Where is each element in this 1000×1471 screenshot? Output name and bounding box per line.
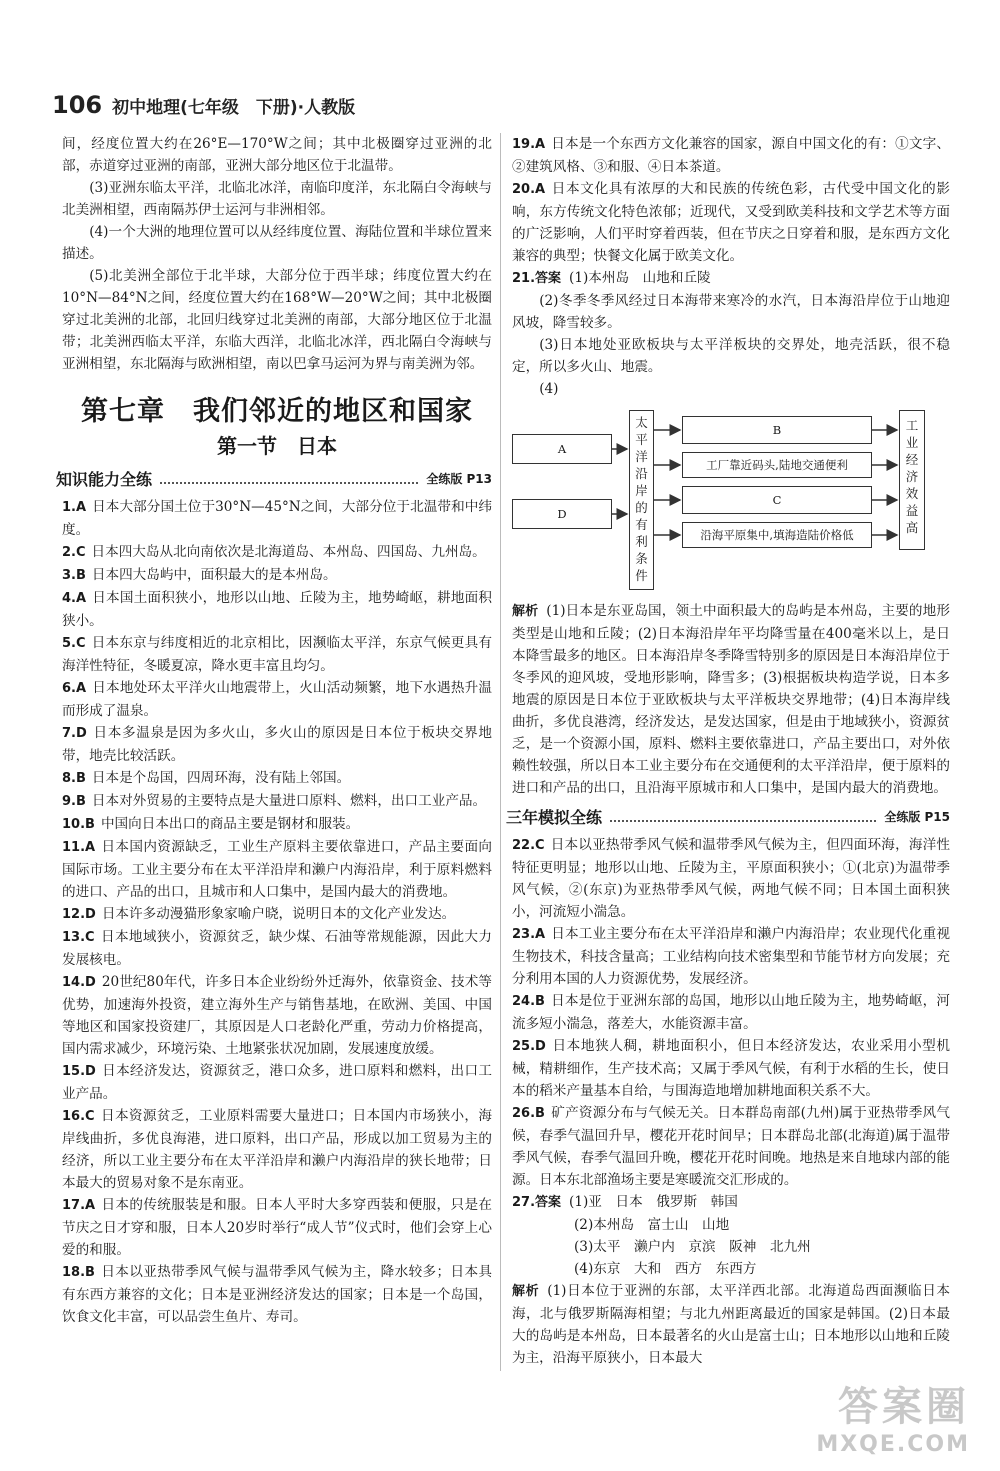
- answer-text: 日本是一个东西方文化兼容的国家，源自中国文化的有：①文字、②建筑风格、③和服、④日本茶道。: [512, 136, 950, 175]
- answer-item: [62, 836, 492, 903]
- answer-item: [62, 722, 492, 767]
- answer-number: 10.B: [62, 817, 95, 832]
- answer-number: 1.A: [62, 500, 87, 515]
- answer-list: [512, 133, 950, 267]
- right-column: [506, 133, 950, 1369]
- answer-text: 日本资源贫乏，工业原料需要大量进口；日本国内市场狭小，海岸线曲折，多优良海港，进口原料，出口产品，形成以加工贸易为主的经济，所以工业主要分布在太平洋沿岸和濑户内海沿岸的狭长地带；日本最大的贸易对象不是东南亚。: [62, 1108, 492, 1191]
- answer-text: 日本东京与纬度相近的北京相比，因濒临太平洋，东京气候更具有海洋性特征，冬暖夏凉，降水更丰富且均匀。: [62, 635, 492, 674]
- box-line2: 沿海平原集中,填海造陆价格低: [682, 522, 872, 548]
- answer-subpart: (4): [539, 381, 559, 397]
- answer-text: 日本许多动漫猫形象家喻户晓，说明日本的文化产业发达。: [101, 906, 456, 922]
- box-b: B: [682, 416, 872, 444]
- answer-number: 14.D: [62, 975, 96, 990]
- answer-number: 17.A: [62, 1198, 96, 1213]
- box-c: C: [682, 486, 872, 514]
- watermark-logo: [816, 1375, 970, 1457]
- answer-list: [512, 834, 950, 1191]
- intro-paragraph: 间，经度位置大约在26°E—170°W之间；其中北极圈穿过亚洲的北部，赤道穿过亚洲的南部，亚洲大部分地区位于北温带。: [62, 136, 492, 174]
- answer-item: [62, 1194, 492, 1261]
- answer-text: 日本文化具有浓厚的大和民族的传统色彩，古代受中国文化的影响，东方传统文化特色浓郁；近现代，又受到欧美科技和文学艺术等方面的广泛影响，人们平时穿着西装，但在节庆之日穿着和服，是东西方文化兼容的典型；快餐文化属于欧美文化。: [512, 181, 950, 264]
- answer-number: 4.A: [62, 591, 87, 606]
- answer-number: 5.C: [62, 636, 86, 651]
- answer-text: 日本地处环太平洋火山地震带上，火山活动频繁，地下水遇热升温而形成了温泉。: [62, 680, 492, 719]
- answer-number: 7.D: [62, 726, 87, 741]
- answer-item: [62, 903, 492, 926]
- answer-item: [62, 677, 492, 722]
- answer-number: 27.答案: [512, 1195, 562, 1210]
- answer-item: [62, 632, 492, 677]
- answer-number: 2.C: [62, 545, 86, 560]
- box-result: [899, 410, 925, 550]
- analysis-label: 解析: [512, 604, 539, 619]
- answer-text: 日本是个岛国，四周环海，没有陆上邻国。: [91, 770, 351, 786]
- answer-item: [62, 926, 492, 971]
- box-d: D: [512, 499, 612, 529]
- answer-text: 日本是位于亚洲东部的岛国，地形以山地丘陵为主，地势崎岖，河流多短小湍急，落差大，水能资源丰富。: [512, 993, 950, 1032]
- answer-item: [512, 133, 950, 178]
- answer-text: 中国向日本出口的商品主要是钢材和服装。: [100, 816, 360, 832]
- answer-number: 6.A: [62, 681, 87, 696]
- answer-text: 日本经济发达，资源贫乏，港口众多，进口原料和燃料，出口工业产品。: [62, 1063, 492, 1102]
- flow-diagram: [512, 404, 932, 594]
- answer-number: 20.A: [512, 182, 546, 197]
- answer-item: [62, 587, 492, 632]
- box-line1: 工厂靠近码头,陆地交通便利: [682, 452, 872, 478]
- answer-number: 18.B: [62, 1265, 95, 1280]
- answer-item: [512, 1035, 950, 1102]
- section-bar-three-year: [506, 805, 950, 828]
- result-label: 工业经济效益高: [905, 418, 919, 535]
- answer-text: 20世纪80年代，许多日本企业纷纷外迁海外，依靠资金、技术等优势，加速海外投资，建立海外生产与销售基地，在欧洲、美国、中国等地区和国家投资建厂，其原因是人口老龄化严重，劳动力价格提高，国内需求减少，环境污染、土地紧张状况加剧，发展速度放缓。: [62, 974, 492, 1057]
- dotted-leader: [610, 812, 876, 822]
- answer-item: [512, 1102, 950, 1191]
- answer-list: [62, 496, 492, 1328]
- answer-number: 26.B: [512, 1106, 545, 1121]
- answer-subpart: (2)冬季冬季风经过日本海带来寒冷的水汽，日本海沿岸位于山地迎风坡，降雪较多。: [512, 293, 950, 331]
- answer-text: 日本国土面积狭小，地形以山地、丘陵为主，地势崎岖，耕地面积狭小。: [62, 590, 492, 629]
- intro-paragraph: (5)北美洲全部位于北半球，大部分位于西半球；纬度位置大约在10°N—84°N之间，经度位置大约在168°W—20°W之间；其中北极圈穿过北美洲的北部，北回归线穿过北美洲的南部，大部分地区位于北温带；北美洲西临太平洋，东临大西洋，北临北冰洋，西北隔白令海峡与亚洲相望，东北隔海与欧洲相望，南以巴拿马运河为界与南美洲为邻。: [62, 268, 492, 372]
- answer-number: 11.A: [62, 840, 96, 855]
- section-title: 第一节 日本: [217, 434, 337, 458]
- answer-number: 15.D: [62, 1064, 96, 1079]
- answer-text: (1)亚 日本 俄罗斯 韩国: [569, 1194, 738, 1210]
- answer-text: 日本工业主要分布在太平洋沿岸和濑户内海沿岸；农业现代化重视生物技术，科技含量高；工业结构向技术密集型和节能节材方向发展；充分利用本国的人力资源优势，发展经济。: [512, 926, 950, 987]
- box-a: A: [512, 434, 612, 464]
- intro-paragraph: (4)一个大洲的地理位置可以从经纬度位置、海陆位置和半球位置来描述。: [62, 224, 492, 262]
- answer-item: [62, 813, 492, 836]
- answer-text: 日本对外贸易的主要特点是大量进口原料、燃料，出口工业产品。: [91, 793, 487, 809]
- answer-text: (1)本州岛 山地和丘陵: [569, 270, 711, 286]
- answer-item: [512, 1191, 950, 1214]
- answer-text: 日本四大岛屿中，面积最大的是本州岛。: [91, 567, 337, 583]
- page-number: 106: [52, 91, 103, 119]
- watermark-line2: MXQE.COM: [816, 1432, 970, 1457]
- answer-text: 日本以亚热带季风气候和温带季风气候为主，但四面环海，海洋性特征更明显；地形以山地、丘陵为主，平原面积狭小；①(北京)为温带季风气候，②(东京)为亚热带季风气候，两地气候不同；日本国土面积狭小，河流短小湍急。: [512, 837, 950, 920]
- answer-item: [512, 923, 950, 990]
- answer-item: [62, 790, 492, 813]
- answer-text: 矿产资源分布与气候无关。日本群岛南部(九州)属于亚热带季风气候，春季气温回升早，樱花开花时间早；日本群岛北部(北海道)属于温带季风气候，春季气温回升晚，樱花开花时间晚。地热是来自地球内部的能源。日本东北部渔场主要是寒暖流交汇形成的。: [512, 1105, 950, 1188]
- analysis-label: 解析: [512, 1284, 540, 1299]
- answer-item: [62, 1060, 492, 1105]
- section-bar-title: 三年模拟全练: [506, 808, 603, 827]
- analysis-text: (1)日本位于亚洲的东部，太平洋西北部。北海道岛西面濒临日本海，北与俄罗斯隔海相望；与北九州距离最近的国家是韩国。(2)日本最大的岛屿是本州岛，日本最著名的火山是富士山；日本地形以山地和丘陵为主，沿海平原狭小，日本最大: [512, 1283, 950, 1366]
- section-bar-ref: 全练版 P13: [426, 472, 492, 486]
- chapter-title: 第七章 我们邻近的地区和国家: [81, 396, 473, 427]
- answer-text: 日本以亚热带季风气候与温带季风气候为主，降水较多；日本具有东西方兼容的文化；日本是亚洲经济发达的国家；日本是一个岛国，饮食文化丰富，可以品尝生鱼片、寿司。: [62, 1264, 492, 1325]
- analysis-paragraph: [512, 600, 950, 799]
- section-bar-ref: 全练版 P15: [884, 810, 950, 824]
- answer-number: 22.C: [512, 838, 545, 853]
- answer-number: 16.C: [62, 1109, 95, 1124]
- answer-number: 19.A: [512, 137, 546, 152]
- answer-number: 13.C: [62, 930, 95, 945]
- answer-item: [62, 1261, 492, 1328]
- dotted-leader: [160, 474, 418, 484]
- answer-number: 9.B: [62, 794, 86, 809]
- answer-number: 12.D: [62, 907, 96, 922]
- answer-number: 8.B: [62, 771, 86, 786]
- answer-text: 日本多温泉是因为多火山，多火山的原因是日本位于板块交界地带，地壳比较活跃。: [62, 725, 492, 764]
- box-center-conditions: [629, 410, 654, 590]
- answer-item: [62, 564, 492, 587]
- answer-number: 24.B: [512, 994, 545, 1009]
- answer-item: [62, 767, 492, 790]
- answer-item: [62, 541, 492, 564]
- answer-number: 3.B: [62, 568, 86, 583]
- answer-subpart: (2)本州岛 富士山 山地: [574, 1217, 730, 1233]
- chapter-heading: [62, 393, 492, 461]
- watermark-line1: 答案圈: [838, 1384, 970, 1430]
- answer-text: 日本地域狭小，资源贫乏，缺少煤、石油等常规能源，因此大力发展核电。: [62, 929, 492, 968]
- answer-subpart: (3)日本地处亚欧板块与太平洋板块的交界处，地壳活跃，很不稳定，所以多火山、地震。: [512, 337, 950, 375]
- intro-paragraph: (3)亚洲东临太平洋，北临北冰洋，南临印度洋，东北隔白令海峡与北美洲相望，西南隔苏伊士运河与非洲相邻。: [62, 180, 492, 218]
- answer-number: 21.答案: [512, 271, 562, 286]
- answer-item: [512, 990, 950, 1035]
- left-column: [56, 133, 492, 1328]
- answer-text: 日本国内资源缺乏，工业生产原料主要依靠进口，产品主要面向国际市场。工业主要分布在太平洋沿岸和濑户内海沿岸，利于原料燃料的进口、产品的出口，且城市和人口集中，是国内最大的消费地。: [62, 839, 492, 900]
- analysis-paragraph: [512, 1280, 950, 1369]
- answer-item: [62, 496, 492, 541]
- answer-item: [512, 178, 950, 267]
- answer-number: 23.A: [512, 927, 546, 942]
- book-title: 初中地理(七年级 下册)·人教版: [112, 97, 356, 118]
- answer-item: [62, 1105, 492, 1194]
- column-divider: [500, 133, 501, 1371]
- answer-text: 日本大部分国土位于30°N—45°N之间，大部分位于北温带和中纬度。: [62, 499, 492, 538]
- answer-text: 日本地狭人稠，耕地面积小，但日本经济发达，农业采用小型机械，精耕细作，生产技术高；又属于季风气候，有利于水稻的生长，使日本的稻米产量基本自给，与围海造地增加耕地面积关系不大。: [512, 1038, 950, 1099]
- answer-item: [512, 834, 950, 923]
- section-bar-knowledge: [56, 467, 492, 490]
- analysis-text: (1)日本是东亚岛国，领土中面积最大的岛屿是本州岛，主要的地形类型是山地和丘陵；(2)日本海沿岸年平均降雪量在400毫米以上，是日本降雪最多的地区。日本海沿岸冬季降雪特别多的原因是日本海沿岸位于冬季风的迎风坡，受地形影响，降雪多；(3)根据板块构造学说，日本多地震的原因是日本位于亚欧板块与太平洋板块交界地带；(4)日本海岸线曲折，多优良港湾，经济发达，是发达国家，但是由于地域狭小，资源贫乏，是一个资源小国，原料、燃料主要依靠进口，产品主要出口，对外依赖性较强，所以日本工业主要分布在交通便利的太平洋沿岸，便于原料的进口和产品的出口，且沿海平原城市和人口集中，是国内最大的消费地。: [512, 603, 950, 796]
- answer-subpart: (4)东京 大和 西方 东西方: [574, 1261, 757, 1277]
- page-header: [52, 90, 355, 120]
- answer-item: [512, 267, 950, 290]
- center-label: 太平洋沿岸的有利条件: [635, 415, 648, 583]
- answer-text: 日本四大岛从北向南依次是北海道岛、本州岛、四国岛、九州岛。: [91, 544, 486, 560]
- section-bar-title: 知识能力全练: [56, 470, 153, 489]
- answer-subpart: (3)太平 濑户内 京滨 阪神 北九州: [574, 1239, 811, 1255]
- answer-number: 25.D: [512, 1039, 546, 1054]
- answer-text: 日本的传统服装是和服。日本人平时大多穿西装和便服，只是在节庆之日才穿和服，日本人20岁时举行“成人节”仪式时，他们会穿上心爱的和服。: [62, 1197, 492, 1258]
- answer-item: [62, 971, 492, 1060]
